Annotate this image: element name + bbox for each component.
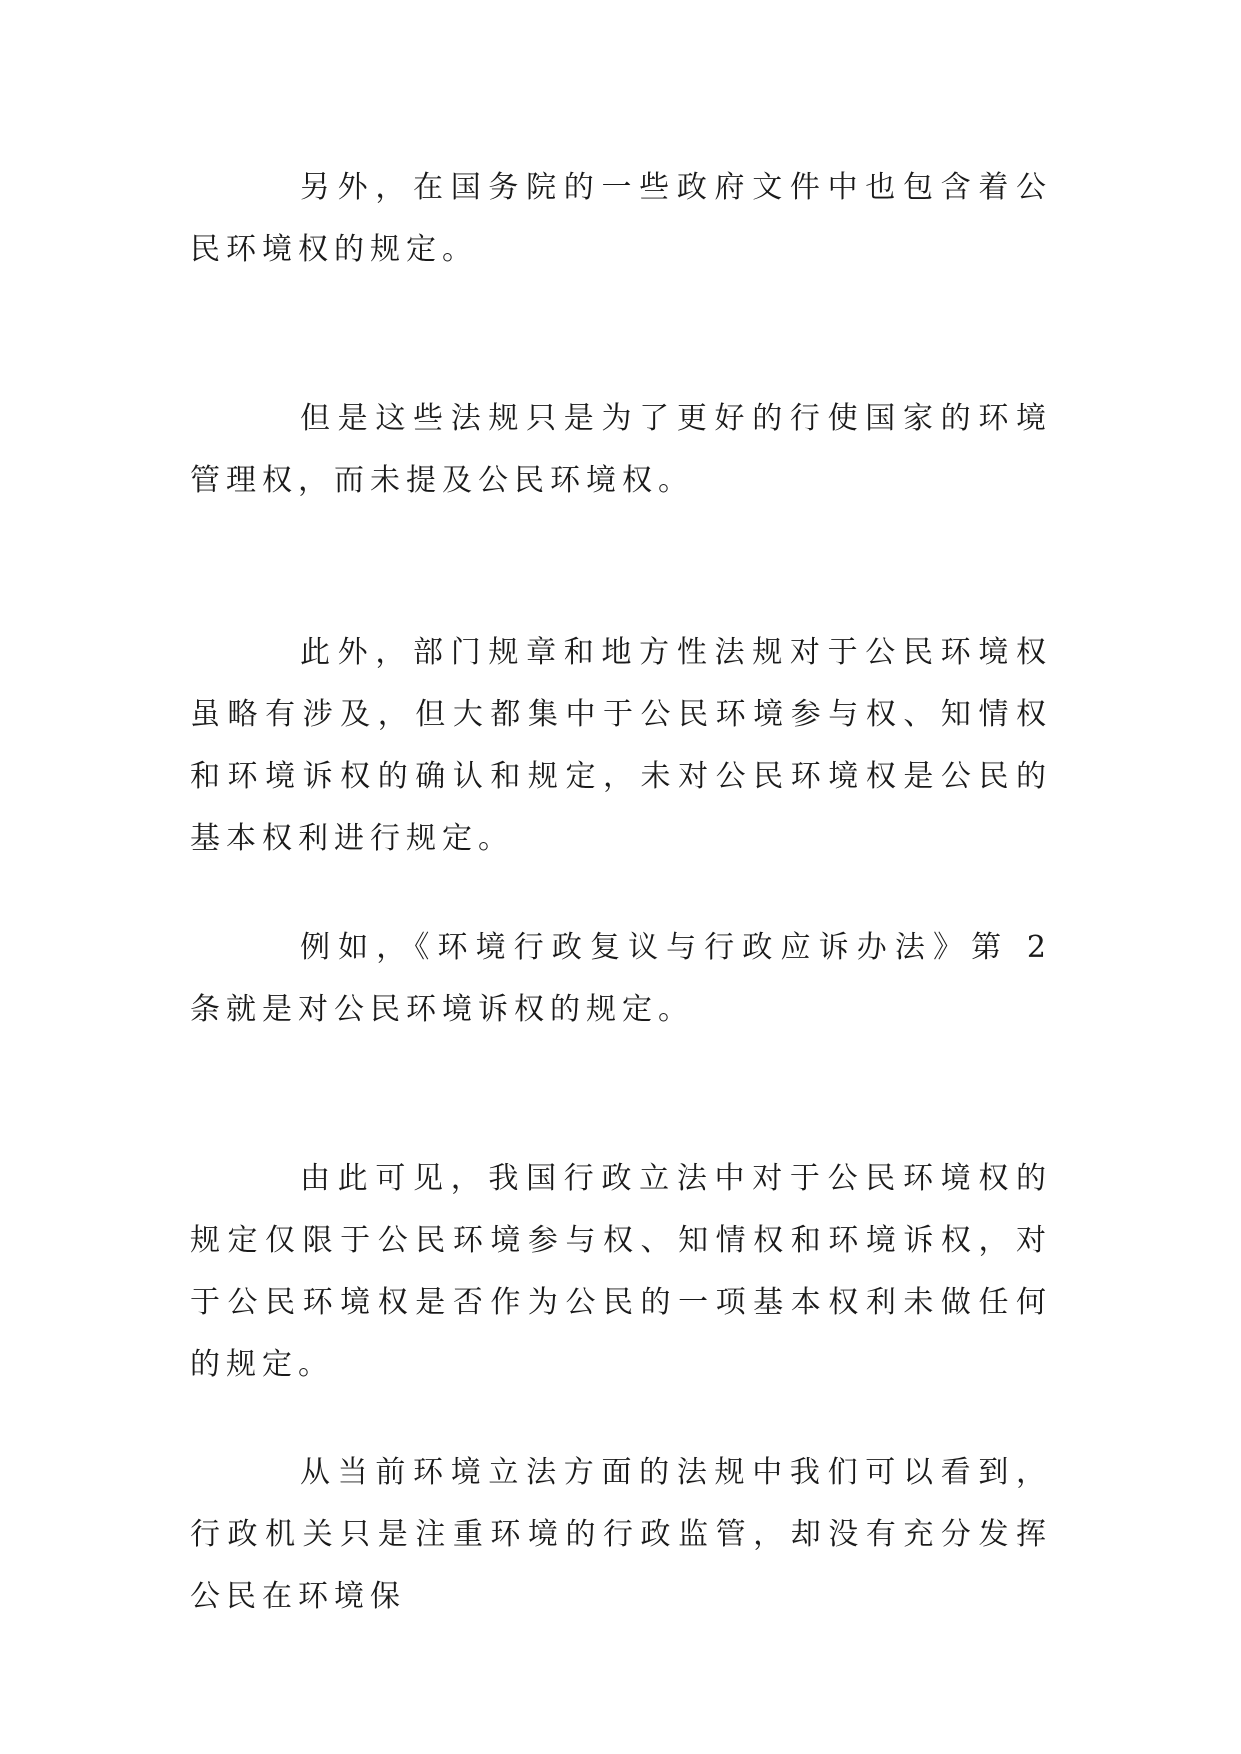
paragraph-4: 例如，《环境行政复议与行政应诉办法》第 2 条就是对公民环境诉权的规定。 bbox=[190, 930, 1052, 1027]
paragraph-5: 由此可见，我国行政立法中对于公民环境权的规定仅限于公民环境参与权、知情权和环境诉权，对于公民环境权是否作为公民的一项基本权利未做任何的规定。 bbox=[190, 1161, 1052, 1382]
paragraph-1: 另外，在国务院的一些政府文件中也包含着公民环境权的规定。 bbox=[190, 170, 1052, 267]
paragraph-6: 从当前环境立法方面的法规中我们可以看到，行政机关只是注重环境的行政监管，却没有充分发挥公民在环境保 bbox=[190, 1455, 1052, 1614]
paragraph-3: 此外，部门规章和地方性法规对于公民环境权虽略有涉及，但大都集中于公民环境参与权、知情权和环境诉权的确认和规定，未对公民环境权是公民的基本权利进行规定。 bbox=[190, 635, 1052, 856]
paragraph-2: 但是这些法规只是为了更好的行使国家的环境管理权，而未提及公民环境权。 bbox=[190, 401, 1052, 498]
